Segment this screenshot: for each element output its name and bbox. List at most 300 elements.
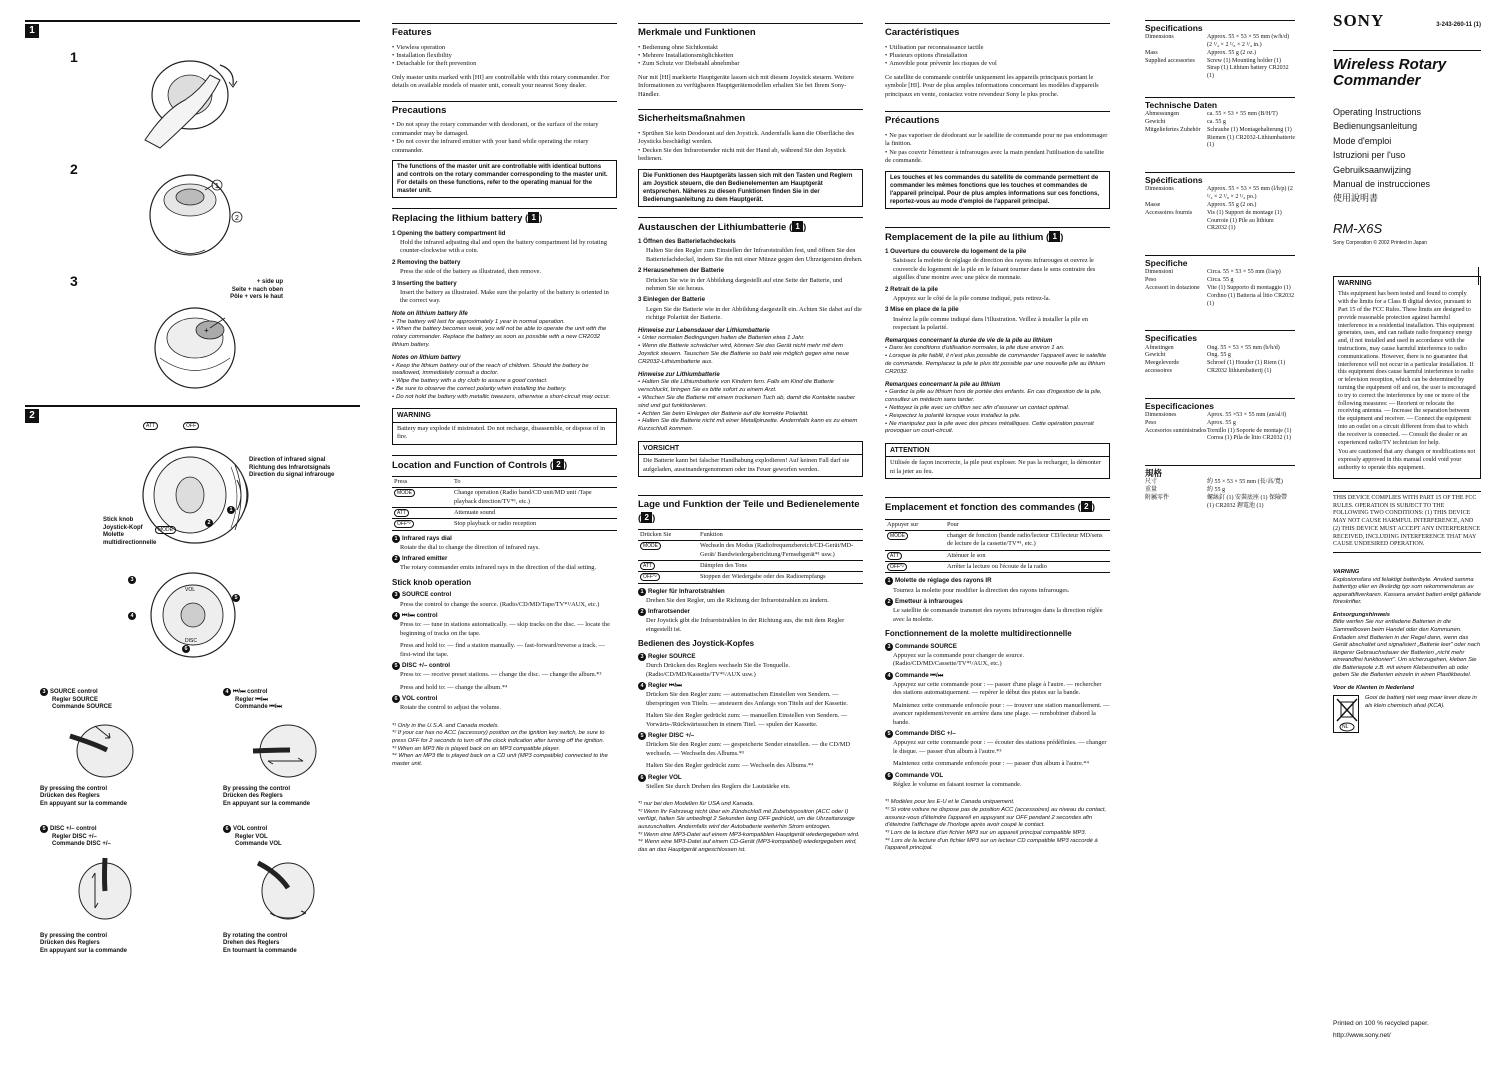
french-column [885,20,1110,853]
battery-step-heading: 2 Herausnehmen der Batterie [638,267,724,275]
table-key-cell [638,541,698,561]
vol-caption-de: Regler VOL [235,833,268,840]
warning-box [885,443,1110,479]
control-item-title: Regler für Infrarotstrahlen [648,587,725,595]
feature-item: • Bedienung ohne Sichtkontakt [638,44,863,52]
section-2-ref: 2 [553,459,564,470]
button-pill: OFF*² [887,563,907,571]
german-column [638,20,863,855]
battery-step-heading: 2 Retrait de la pile [885,285,938,293]
table-key-cell [392,488,452,508]
note2-item: • Halten Sie die Batterie nicht mit einer Metallpinzette. Andernfalls kann es zu einem Kurzschluß kommen. [638,418,863,434]
warning-heading: VORSICHT [639,444,862,455]
features-heading: Merkmale und Funktionen [638,23,863,40]
button-pill: MODE [640,542,661,550]
stick-item-text: Appuyez sur cette commande pour : — passer d'une plage à l'autre. — rechercher des stations automatiquement. — repérer le début des pistes sur la bande. [893,680,1102,697]
table-header-row [885,519,1110,530]
hand-press-source-illustration [65,716,145,781]
att-button-label: ATT [143,422,158,430]
battery-step-heading: 1 Opening the battery compartment lid [392,229,506,237]
battery-heading-text: Replacing the lithium battery [392,213,523,225]
warning-box [392,408,617,444]
disc-press-caption: By pressing the control [40,932,108,939]
stick-item-text2: Halten Sie den Regler gedrückt zum: — manuellen Einstellen von Sendern. — Vorwärts-/Rückwärtssuchen in einem Titel. — spulen der Kassette. [646,712,848,728]
section-1-ref: 1 [1049,231,1060,242]
svg-text:2: 2 [235,215,239,222]
control-item-text: Le satellite de commande transmet des rayons infrarouges dans la direction réglée avec la molette. [893,607,1103,623]
vol-caption-fr: Commande VOL [235,841,282,847]
control-item-heading [885,598,1110,606]
footnote: *¹ Only in the U.S.A. and Canada models. [392,722,499,729]
precaution-item: • Ne pas vaporiser de déodorant sur le satellite de commande pour ne pas endommager la finition. [885,132,1110,149]
callout-4: 4 [128,612,136,620]
warning-heading: ATTENTION [886,446,1109,457]
spec-label: Afmetingen [1145,344,1174,351]
callout-number: 1 [392,535,400,543]
feature-item: • Detachable for theft prevention [392,60,617,68]
dutch-heading: Voor de Klanten in Nederland [1333,684,1414,691]
table-value-cell: Attenuate sound [452,508,617,519]
stick-item-text: Appuyez sur cette commande pour : — écouter des stations prédéfinies. — changer le disque. — passer d'un album à l'autre.*³ [893,739,1107,755]
spec-value: 螺絲釘 (1) 安裝底座 (1) 保險帶 (1) CR2032 鋰電池 (1) [1207,495,1287,509]
stick-item-text2: Halten Sie den Regler gedrückt zum: — Wechseln des Albums.*⁴ [646,762,814,770]
precautions-list [885,132,1110,166]
lang-de: Bedienungsanleitung [1333,121,1418,132]
control-item-text: Rotate the dial to change the direction of infrared rays. [400,543,540,551]
mode-button-label: MODE [155,526,176,534]
callout-number: 4 [392,612,400,620]
stick-item-title: DISC +/– control [402,662,450,670]
stick-item-text2: Maintenez cette commande enfoncée pour : — passer d'un album à l'autre.*⁴ [893,760,1089,768]
sony-url: http://www.sony.net/ [1333,1032,1391,1040]
vol-rotate-caption: By rotating the control [223,932,288,939]
footnote: *² Wenn Ihr Fahrzeug nicht über ein Zündschloß mit Zubehörposition (ACC oder I) verfügt, halten Sie unbedingt 2 Sekunden lang OFF gedrückt, um die Uhrzeitanzeige auszuschalten. Andernfalls wird der Autobatterie weiterhin Strom entzogen. [638,808,855,831]
spec-label: Peso [1145,419,1157,426]
battery-step-text: Saisissez la molette de réglage de direction des rayons infrarouges et ouvrez le couvercle du logement de la pile en le faisant tourner dans le sens contraire des aiguilles d'une montre avec une pièce de monnaie. [893,257,1096,282]
product-title-line2: Commander [1333,72,1421,90]
note2-list [638,379,863,433]
spec-table-fr [1145,186,1295,233]
control-item-title: Infrared rays dial [402,534,452,542]
stick-item-title: Commande VOL [895,771,944,779]
feature-item: • Utilisation par reconnaissance tactile [885,44,1110,52]
spec-label: Peso [1145,277,1157,284]
spec-table-nl [1145,345,1295,376]
stick-item-heading [392,591,617,599]
callout-number: 6 [638,774,646,782]
table-header-cell: Appuyer sur [885,519,945,530]
note1-item: • The battery will last for approximately 1 year in normal operation. [392,319,617,327]
precaution-item: • Ne pas couvrir l'émetteur à infrarouges avec la main pendant l'utilisation du satellite de commande. [885,149,1110,166]
warning-box [638,441,863,477]
spec-label: Accessoires fournis [1145,209,1193,216]
control-item-title: Emetteur à infrarouges [895,597,963,605]
step-1-number: 1 [70,49,78,65]
spec-label: 重量 [1145,487,1158,494]
note2-item: • Nettoyez la pile avec un chiffon sec afin d'assurer un contact optimal. [885,405,1110,413]
table-row [638,541,863,561]
precaution-item: • Do not spray the rotary commander with deodorant, or the surface of the rotary commander may be damaged. [392,121,617,138]
stick-item-title: VOL control [402,695,438,703]
precautions-list [392,121,617,155]
button-pill: ATT [887,552,902,560]
table-key-cell [885,531,945,551]
vol-rotate-caption-de: Drehen des Reglers [223,940,280,947]
table-row [885,531,1110,551]
callout-number: 5 [885,730,893,738]
controls-table [392,476,617,530]
battery-step-text: Insert the battery as illustrated. Make sure the polarity of the battery is oriented in the correct way. [400,288,609,305]
hand-press-skip-illustration [248,716,328,781]
skip-caption: ⏮/⏭ control [233,689,268,695]
section-2-ref: 2 [641,512,652,523]
stick-item-title: Commande ⏮/⏭ [895,671,944,679]
table-row [885,550,1110,561]
precaution-item: • Do not cover the infrared emitter with your hand while operating the rotary commander. [392,138,617,155]
cover-column [1333,10,1481,1040]
stick-item-heading [638,682,863,690]
warning-text: Utilisée de façon incorrecte, la pile peut exploser. Ne pas la recharger, la démonter ni la jeter au feu. [890,459,1101,475]
battery-step-heading: 3 Mise en place de la pile [885,306,959,314]
spec-value: Approx. 55 g (2 on.) [1207,202,1257,209]
spec-value: Aprox. 55 g [1207,419,1236,426]
ir-waves-icon [235,475,255,515]
feature-item: • Mehrere Installationsmöglichkeiten [638,52,863,60]
skip-caption-fr: Commande ⏮/⏭ [235,704,282,710]
feature-item: • Viewless operation [392,44,617,52]
battery-step-text: Appuyez sur le côté de la pile comme indiqué, puis retirez-la. [893,294,1051,302]
side-up-label: + side up [256,279,283,285]
stick-knob-label-de: Joystick-Kopf [103,524,143,531]
spec-table-de [1145,111,1295,150]
battery-lid-illustration [125,40,265,150]
controls-table [638,529,863,583]
button-pill: ATT [640,562,655,570]
table-value-cell: Stop playback or radio reception [452,519,617,530]
controls-table [885,519,1110,573]
note1-list [885,345,1110,376]
stick-item-heading [885,672,1110,680]
lang-en: Operating Instructions [1333,106,1422,117]
spec-value: 約 55 g [1207,487,1226,494]
stick-item-text2: Press and hold to: — find a station manually. — fast-forward/reverse a track. — first-wind the tape. [400,642,605,658]
spec-heading-it: Specifiche [1145,255,1295,269]
disc-press-caption-de: Drücken des Reglers [40,940,100,947]
stick-knob-label-fr2: multidirectionnelle [103,539,157,546]
precaution-item: • Sprühen Sie kein Deodorant auf den Joystick. Andernfalls kann die Oberfläche des Joysticks beschädigt werden. [638,130,863,147]
source-press-caption-de: Drücken des Reglers [40,793,100,800]
battery-heading-text: Austauschen der Lithiumbatterie [638,221,787,233]
section-1-ref: 1 [528,212,539,223]
spec-label: Gewicht [1145,119,1166,126]
lang-it: Istruzioni per l'uso [1333,150,1406,161]
button-pill: ATT [394,509,409,517]
illustration-column [25,20,360,1060]
skip-control-figure [223,688,328,808]
fcc-compliance-notice: THIS DEVICE COMPLIES WITH PART 15 OF THE FCC RULES. OPERATION IS SUBJECT TO THE FOLLOWING TWO CONDITIONS: (1) THIS DEVICE MAY NOT CAUSE HARMFUL INTERFERENCE, AND (2) THIS DEVICE MUST ACCEPT ANY INTERFERENCE RECEIVED, INCLUDING INTERFERENCE THAT MAY CAUSE UNDESIRED OPERATION. [1333,491,1481,554]
margin-mark [1478,267,1480,285]
spec-value: Approx. 55 g (2 oz.) [1207,49,1256,56]
stick-knob-heading: Stick knob operation [392,577,472,587]
callout-number: 2 [638,608,646,616]
table-key-cell [392,519,452,530]
table-key-cell [885,550,945,561]
section-2-ref: 2 [1081,501,1092,512]
source-caption: SOURCE control [50,689,98,695]
svg-text:VOL: VOL [185,587,196,593]
model-number: RM-X6S [1333,220,1383,236]
stick-item-title: Regler DISC +/– [648,732,695,739]
stick-item-title: Regler ⏮/⏭ [648,682,682,689]
features-note: Nur mit [HI] markierte Hauptgeräte lassen sich mit diesem Joystick steuern. Weitere Informationen zu verfügbaren Hauptgerätemodellen erhalten Sie bei Ihrem Sony-Händler. [638,73,854,98]
battery-step-heading: 1 Öffnen des Batteriefachdeckels [638,238,736,246]
footnote: *³ Lors de la lecture d'un fichier MP3 sur un appareil principal compatible MP3. [885,829,1087,836]
callout-number: 1 [638,588,646,596]
stick-item-text2: Press and hold to: — change the album.*⁴ [400,683,508,691]
stick-item-title: SOURCE control [402,591,452,599]
table-header-cell: Pour [945,519,1110,530]
stick-item-text: Press the control to change the source. (Radio/CD/MD/Tape/TV*¹/AUX, etc.) [400,600,600,608]
callout-5b: 5 [40,825,48,833]
note1-heading: Note on lithium battery life [392,310,468,317]
disc-press-caption-fr: En appuyant sur la commande [40,947,128,954]
spec-label: Gewicht [1145,352,1166,359]
spec-label: Dimensions [1145,34,1174,41]
skip-caption-de: Regler ⏮/⏭ [235,696,268,703]
spec-value: Schroef (1) Houder (1) Riem (1) CR2032 lithiumbatterij (1) [1207,360,1286,375]
spec-value: ca. 55 g [1207,119,1226,126]
off-button-label: OFF [183,422,199,430]
stick-item-text: Durch Drücken des Reglers wechseln Sie die Tonquelle. (Radio/CD/MD/Kassette/TV*¹/AUX usw.) [646,662,790,678]
source-caption-de: Regler SOURCE [52,696,99,703]
note1-heading: Hinweise zur Lebensdauer der Lithiumbatterie [638,327,770,334]
button-pill: MODE [887,532,908,540]
section-2-number: 2 [25,409,39,423]
spec-value: Aprox. 55 ×53 × 55 mm (an/al/f) [1207,412,1287,419]
note2-item: • Respectez la polarité lorsque vous installez la pile. [885,413,1110,421]
skip-press-caption: By pressing the control [223,785,291,792]
note1-heading: Remarques concernant la durée de vie de la pile au lithium [885,337,1053,344]
button-pill: OFF*² [394,520,414,528]
spec-label: Meegeleverde accessoires [1145,360,1179,375]
stick-item-text: Drücken Sie den Regler zum: — gespeicherte Sender einstellen. — die CD/MD wechseln. — Wechseln des Albums.*³ [646,741,851,757]
spec-value: Screw (1) Mounting holder (1) Strap (1) Lithium battery CR2032 (1) [1207,57,1289,80]
precautions-heading: Precautions [392,101,617,118]
battery-step-text: Halten Sie den Regler zum Einstellen der Infrarotstrahlen fest, und öffnen Sie den Batteriefachdeckel, indem Sie ihn mit einer Münze gegen den Uhrzeigersinn drehen. [646,247,863,263]
source-control-figure [40,688,145,808]
control-item-title: Infrared emitter [402,555,448,563]
side-up-label-fr: Pôle + vers le haut [230,294,283,300]
battery-heading: Austauschen der Lithiumbatterie ( 1 ) [638,217,863,235]
control-item-text: Der Joystick gibt die Infrarotstrahlen in der Richtung aus, die mit dem Regler eingestellt ist. [646,617,845,633]
step-3-number: 3 [70,273,78,289]
stick-knob-heading: Bedienen des Joystick-Kopfes [638,639,755,649]
spec-label: 附屬零件 [1145,495,1170,502]
kca-logo [1333,695,1359,733]
fcc-warning-text: This equipment has been tested and found to comply with the limits for a Class B digital device, pursuant to Part 15 of the FCC Rules. These limits are designed to provide reasonable protection against harmful interference in a residential installation. This equipment generates, uses, and can radiate radio frequency energy and, if not installed and used in accordance with the instructions, may cause harmful interference to radio communications. However, there is no guarantee that interference will not occur in a particular installation. If this equipment does cause harmful interference to radio or television reception, which can be determined by turning the equipment off and on, the user is encouraged to try to correct the interference by one or more of the following measures: — Reorient or relocate the receiving antenna. — Increase the separation between the equipment and receiver. — Connect the equipment into an outlet on a circuit different from that to which the receiver is connected. — Consult the dealer or an experienced radio/TV technician for help. [1338,291,1476,446]
callout-1: 1 [227,506,235,514]
sony-logo: SONY [1333,11,1385,30]
svg-text:1: 1 [215,183,219,190]
spec-value: Circa. 55 g [1207,277,1234,284]
callout-number: 3 [885,643,893,651]
note2-list [885,389,1110,436]
note2-item: • Wischen Sie die Batterie mit einem trockenen Tuch ab, damit die Kontakte sauber sind und gut funktionieren. [638,395,863,411]
skip-press-caption-de: Drücken des Reglers [223,793,283,800]
stick-item-text: Press to: — receive preset stations. — change the disc. — change the album.*³ [400,671,602,679]
note1-item: • Lorsque la pile faiblit, il n'est plus possible de commander l'appareil avec le satellite de commande. Remplacez la pile le plus tôt possible par une nouvelle pile au lithium CR2032. [885,353,1110,376]
specifications-column [1145,20,1295,511]
spec-label: 尺寸 [1145,479,1158,486]
callout-6b: 6 [223,825,231,833]
spec-heading-fr: Spécifications [1145,172,1295,186]
spec-label: Accessori in dotazione [1145,285,1200,292]
german-disposal-text: Bitte werfen Sie nur entladene Batterien in die Sammelboxen beim Handel oder den Kommunen. Entladen sind Batterien in der Regel dann, wenn das Gerät abschaltet und signalisiert „Batterie leer" oder nach längerer Gebrauchsdauer der Batterien „nicht mehr einwandfrei funktioniert". Um sicherzugehen, kleben Sie die Batteriepole z.B. mit einem Klebestreifen ab oder geben Sie die Batterien einzeln in einen Plastikbeutel. [1333,619,1481,679]
spec-table-en [1145,34,1295,81]
precautions-list [638,130,863,164]
table-row [885,562,1110,573]
table-value-cell: changer de fonction (bande radio/lecteur CD/lecteur MD/sens de lecture de la cassette/TV*¹, etc.) [945,531,1110,551]
note2-item: • Achten Sie beim Einlegen der Batterie auf die korrekte Polarität. [638,411,863,419]
spec-label: Dimensioni [1145,269,1173,276]
source-press-caption-fr: En appuyant sur la commande [40,800,128,807]
location-heading: Location and Function of Controls ( 2 ) [392,455,617,473]
note1-list [638,335,863,366]
spec-value: Schraube (1) Montagehalterung (1) Riemen (1) CR2032-Lithiumbatterie (1) [1207,126,1295,149]
dir-ir-label: Direction of infrared signal [249,457,326,463]
footnotes [638,801,863,854]
spec-value: ca. 55 × 53 × 55 mm (B/H/T) [1207,111,1278,118]
footnote: *⁴ Wenn eine MP3-Datei auf einem CD-Gerät (MP3-kompatibel) wiedergegeben wird, das an das Hauptgerät angeschlossen ist. [638,839,857,854]
callout-number: 6 [392,695,400,703]
callout-number: 6 [885,772,893,780]
lang-fr: Mode d'emploi [1333,135,1392,146]
spec-value: Approx. 55 × 53 × 55 mm (w/h/d) (2 ¹/₄ × 2 ¹/₈ × 2 ¹/₄ in.) [1207,34,1290,49]
spec-value: Tornillo (1) Soporte de montaje (1) Correa (1) Pila de litio CR2032 (1) [1207,427,1292,442]
stick-item-heading [392,662,617,670]
table-key-cell [392,508,452,519]
precautions-box: Die Funktionen des Hauptgeräts lassen sich mit den Tasten und Reglern am Joystick steuern, die den Bedienelementen am Hauptgerät entsprechen. Näheres zu diesen Funktionen finden Sie in der Bedienungsanleitung zu dem Hauptgerät. [638,169,863,207]
dir-ir-label-fr: Direction du signal infrarouge [249,472,335,478]
swedish-warning-heading: VARNING [1333,569,1360,576]
features-heading: Features [392,23,617,40]
spec-label: Supplied accessories [1145,57,1195,64]
stick-item-title: Commande DISC +/– [895,730,956,738]
table-key-cell [885,562,945,573]
hand-press-disc-illustration [65,853,145,928]
table-value-cell: Atténuer le son [945,550,1110,561]
callout-number: 4 [638,682,646,690]
table-header-row [638,530,863,541]
note2-list [392,363,617,402]
note2-item: • Ne manipulez pas la pile avec des pinces métalliques. Cette opération pourrait provoquer un court-circuit. [885,421,1110,437]
callout-number: 2 [885,598,893,606]
spec-value: Circa. 55 × 53 × 55 mm (l/a/p) [1207,269,1281,276]
battery-step-text: Legen Sie die Batterie wie in der Abbildung dargestellt ein. Achten Sie dabei auf die richtige Polarität der Batterie. [646,305,862,322]
stick-knob-heading: Fonctionnement de la molette multidirectionnelle [885,629,1072,639]
section-1-number: 1 [25,24,39,38]
battery-heading: Replacing the lithium battery ( 1 ) [392,208,617,226]
precaution-item: • Decken Sie den Infrarotsender nicht mit der Hand ab, während Sie den Joystick bedienen. [638,147,863,164]
note2-heading: Remarques concernant la pile au lithium [885,381,1001,388]
disc-control-figure [40,825,145,955]
skip-press-caption-fr: En appuyant sur la commande [223,800,311,807]
callout-number: 2 [392,555,400,563]
spec-heading-en: Specifications [1145,20,1295,34]
fcc-warning-heading: WARNING [1338,280,1372,288]
disc-caption-fr: Commande DISC +/– [52,841,111,847]
table-row [638,572,863,583]
spec-table-zh [1145,479,1295,510]
control-item-text: The rotary commander emits infrared rays in the direction of the dial setting. [400,564,597,572]
note2-heading: Notes on lithium battery [392,354,461,361]
spec-label: Mass [1145,49,1158,56]
stick-item-text: Rotate the control to adjust the volume. [400,704,501,712]
step-2-number: 2 [70,161,78,177]
fcc-warning-box [1333,276,1481,478]
note2-heading: Hinweise zur Lithiumbatterie [638,371,720,378]
footnote: *⁴ Lors de la lecture d'un fichier MP3 sur un lecteur CD compatible MP3 raccordé à l'appareil principal. [885,837,1098,852]
callout-number: 4 [885,672,893,680]
battery-heading: Remplacement de la pile au lithium ( 1 ) [885,227,1110,245]
note1-item: • Wenn die Batterie schwächer wird, können Sie das Gerät nicht mehr mit dem Joystick steuern. Tauschen Sie die Batterie so bald wie möglich gegen eine neue CR2032-Lithiumbatterie aus. [638,343,863,366]
footnotes [392,723,617,769]
stick-item-title: Regler VOL [648,773,682,781]
precautions-heading: Précautions [885,111,1110,128]
control-item-text: Tournez la molette pour modifier la direction des rayons infrarouges. [893,586,1070,594]
spec-label: Masse [1145,202,1161,209]
section-1-ref: 1 [792,221,803,232]
table-row [392,519,617,530]
spec-heading-zh: 規格 [1145,465,1295,479]
table-value-cell: Stoppen der Wiedergabe oder des Radioempfangs [698,572,863,583]
stick-item-title: ⏮/⏭ control [402,612,438,620]
battery-removal-illustration [135,155,255,265]
stick-item-heading [885,772,1110,780]
swedish-warning-text: Explosionsfara vid felaktigt batteribyte. Använd samma batterityp eller en likvärdig typ som rekommenderas av apparattillverkaren. Kassera använt batteri enligt gällande föreskrifter. [1333,576,1481,606]
stick-item-heading [885,643,1110,651]
lang-es: Manual de instrucciones [1333,178,1431,189]
source-press-caption: By pressing the control [40,785,108,792]
control-item-title: Infrarotsender [648,608,690,616]
precautions-box: The functions of the master unit are controllable with identical buttons and controls on the rotary commander corresponding to the master unit. For details on these functions, refer to the operating manual for the master unit. [392,160,617,198]
control-item-text: Drehen Sie den Regler, um die Richtung der Infrarotstrahlen zu ändern. [646,596,829,604]
control-item-title: Molette de réglage des rayons IR [895,577,992,585]
footnote: *¹ Modèles pour les E-U et le Canada uniquement. [885,799,1015,806]
note1-list [392,319,617,350]
vol-caption: VOL control [233,826,268,832]
nl-logo-text: NL [1342,724,1349,731]
callout-3b: 3 [40,688,48,696]
control-item-heading [638,608,863,616]
callout-6: 6 [182,645,190,653]
footnote: *¹ nur bei den Modellen für USA und Kanada. [638,801,755,808]
table-value-cell: Change operation (Radio band/CD unit/MD unit /Tape playback direction/TV*¹, etc.) [452,488,617,508]
features-heading: Caractéristiques [885,23,1110,40]
spec-label: Abmessungen [1145,111,1179,118]
battery-step-text: Insérez la pile comme indiqué dans l'illustration. Veillez à installer la pile en respectant la polarité. [893,315,1088,332]
note2-item: • Be sure to observe the correct polarity when installing the battery. [392,386,617,394]
button-pill: MODE [394,489,415,497]
footnote: *⁴ When an MP3 file is played back on a CD unit (MP3 compatible) connected to the master unit. [392,753,608,768]
callout-number: 1 [885,577,893,585]
top-rule [25,20,360,22]
feature-item: • Amovible pour prévenir les risques de vol [885,60,1110,68]
table-header-cell: Press [392,477,452,488]
battery-step-heading: 3 Inserting the battery [392,279,457,287]
hand-rotate-vol-illustration [248,853,328,928]
stick-item-text: Drücken Sie den Regler zum: — automatischen Einstellen von Sendern. — überspringen von Titeln. — ansteuern des Anfangs von Titeln auf der Kassette. [646,691,848,707]
